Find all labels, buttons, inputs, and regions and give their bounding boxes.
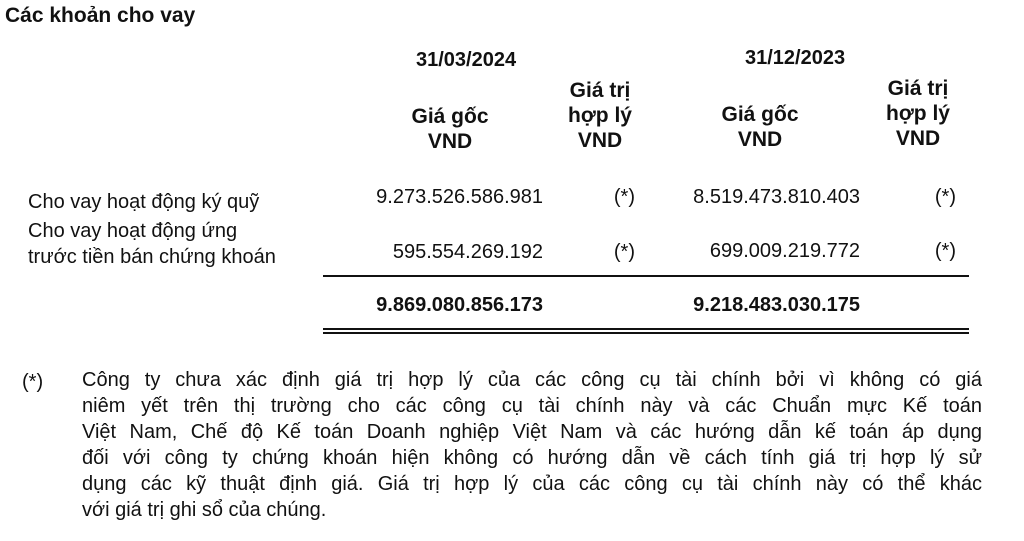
cell-cost-2024: 9.273.526.586.981 <box>376 186 543 208</box>
col-header-cost-2023 <box>680 102 840 152</box>
row-label-line: trước tiền bán chứng khoán <box>28 246 276 268</box>
col-header-line: hợp lý <box>568 104 632 127</box>
col-header-line: Giá gốc <box>721 103 799 126</box>
footnote-line: với giá trị ghi sổ của chúng. <box>82 499 327 521</box>
col-header-line: hợp lý <box>886 102 950 125</box>
col-header-line: VND <box>577 129 623 152</box>
cell-fair-2023: (*) <box>934 186 956 208</box>
col-header-line: VND <box>737 128 783 151</box>
row-label-margin-lending: Cho vay hoạt động ký quỹ <box>28 191 260 213</box>
col-header-line: VND <box>895 127 941 150</box>
footnote-line: Công ty chưa xác định giá trị hợp lý của các công cụ tài chính bởi vì không có giá <box>82 369 982 391</box>
row-label-line: Cho vay hoạt động ứng <box>28 220 238 242</box>
col-header-line: Giá gốc <box>411 105 489 128</box>
total-cost-2024: 9.869.080.856.173 <box>376 294 543 316</box>
subtotal-rule <box>323 275 969 277</box>
total-double-rule-top <box>323 328 969 330</box>
total-cost-2023: 9.218.483.030.175 <box>693 294 860 316</box>
cell-fair-2023: (*) <box>934 240 956 262</box>
period-header-2023: 31/12/2023 <box>745 47 846 69</box>
footnote-line: dụng các kỹ thuật định giá. Giá trị hợp lý của các công cụ tài chính này có thể khác <box>82 473 982 495</box>
footnote-marker: (*) <box>22 371 44 393</box>
cell-cost-2023: 8.519.473.810.403 <box>693 186 860 208</box>
col-header-cost-2024 <box>370 104 530 154</box>
total-double-rule-bottom <box>323 332 969 334</box>
footnote-line: đối với công ty chứng khoán hiện không có hướng dẫn về cách tính giá trị hợp lý sử <box>82 447 982 469</box>
period-header-2024: 31/03/2024 <box>416 49 517 71</box>
col-header-fair-2023 <box>873 76 963 151</box>
footnote-text <box>82 367 982 523</box>
row-label-advance-lending <box>28 218 276 270</box>
footnote-line: niêm yết trên thị trường cho các công cụ tài chính này và các Chuẩn mực Kế toán <box>82 395 982 417</box>
cell-cost-2023: 699.009.219.772 <box>709 240 860 262</box>
section-title: Các khoản cho vay <box>5 4 196 27</box>
col-header-line: VND <box>427 130 473 153</box>
cell-cost-2024: 595.554.269.192 <box>392 241 543 263</box>
footnote-line: Việt Nam, Chế độ Kế toán Doanh nghiệp Việt Nam và các hướng dẫn kế toán áp dụng <box>82 421 982 443</box>
col-header-fair-2024 <box>555 78 645 153</box>
col-header-line: Giá trị <box>887 77 949 100</box>
cell-fair-2024: (*) <box>613 241 635 263</box>
cell-fair-2024: (*) <box>613 186 635 208</box>
col-header-line: Giá trị <box>569 79 631 102</box>
